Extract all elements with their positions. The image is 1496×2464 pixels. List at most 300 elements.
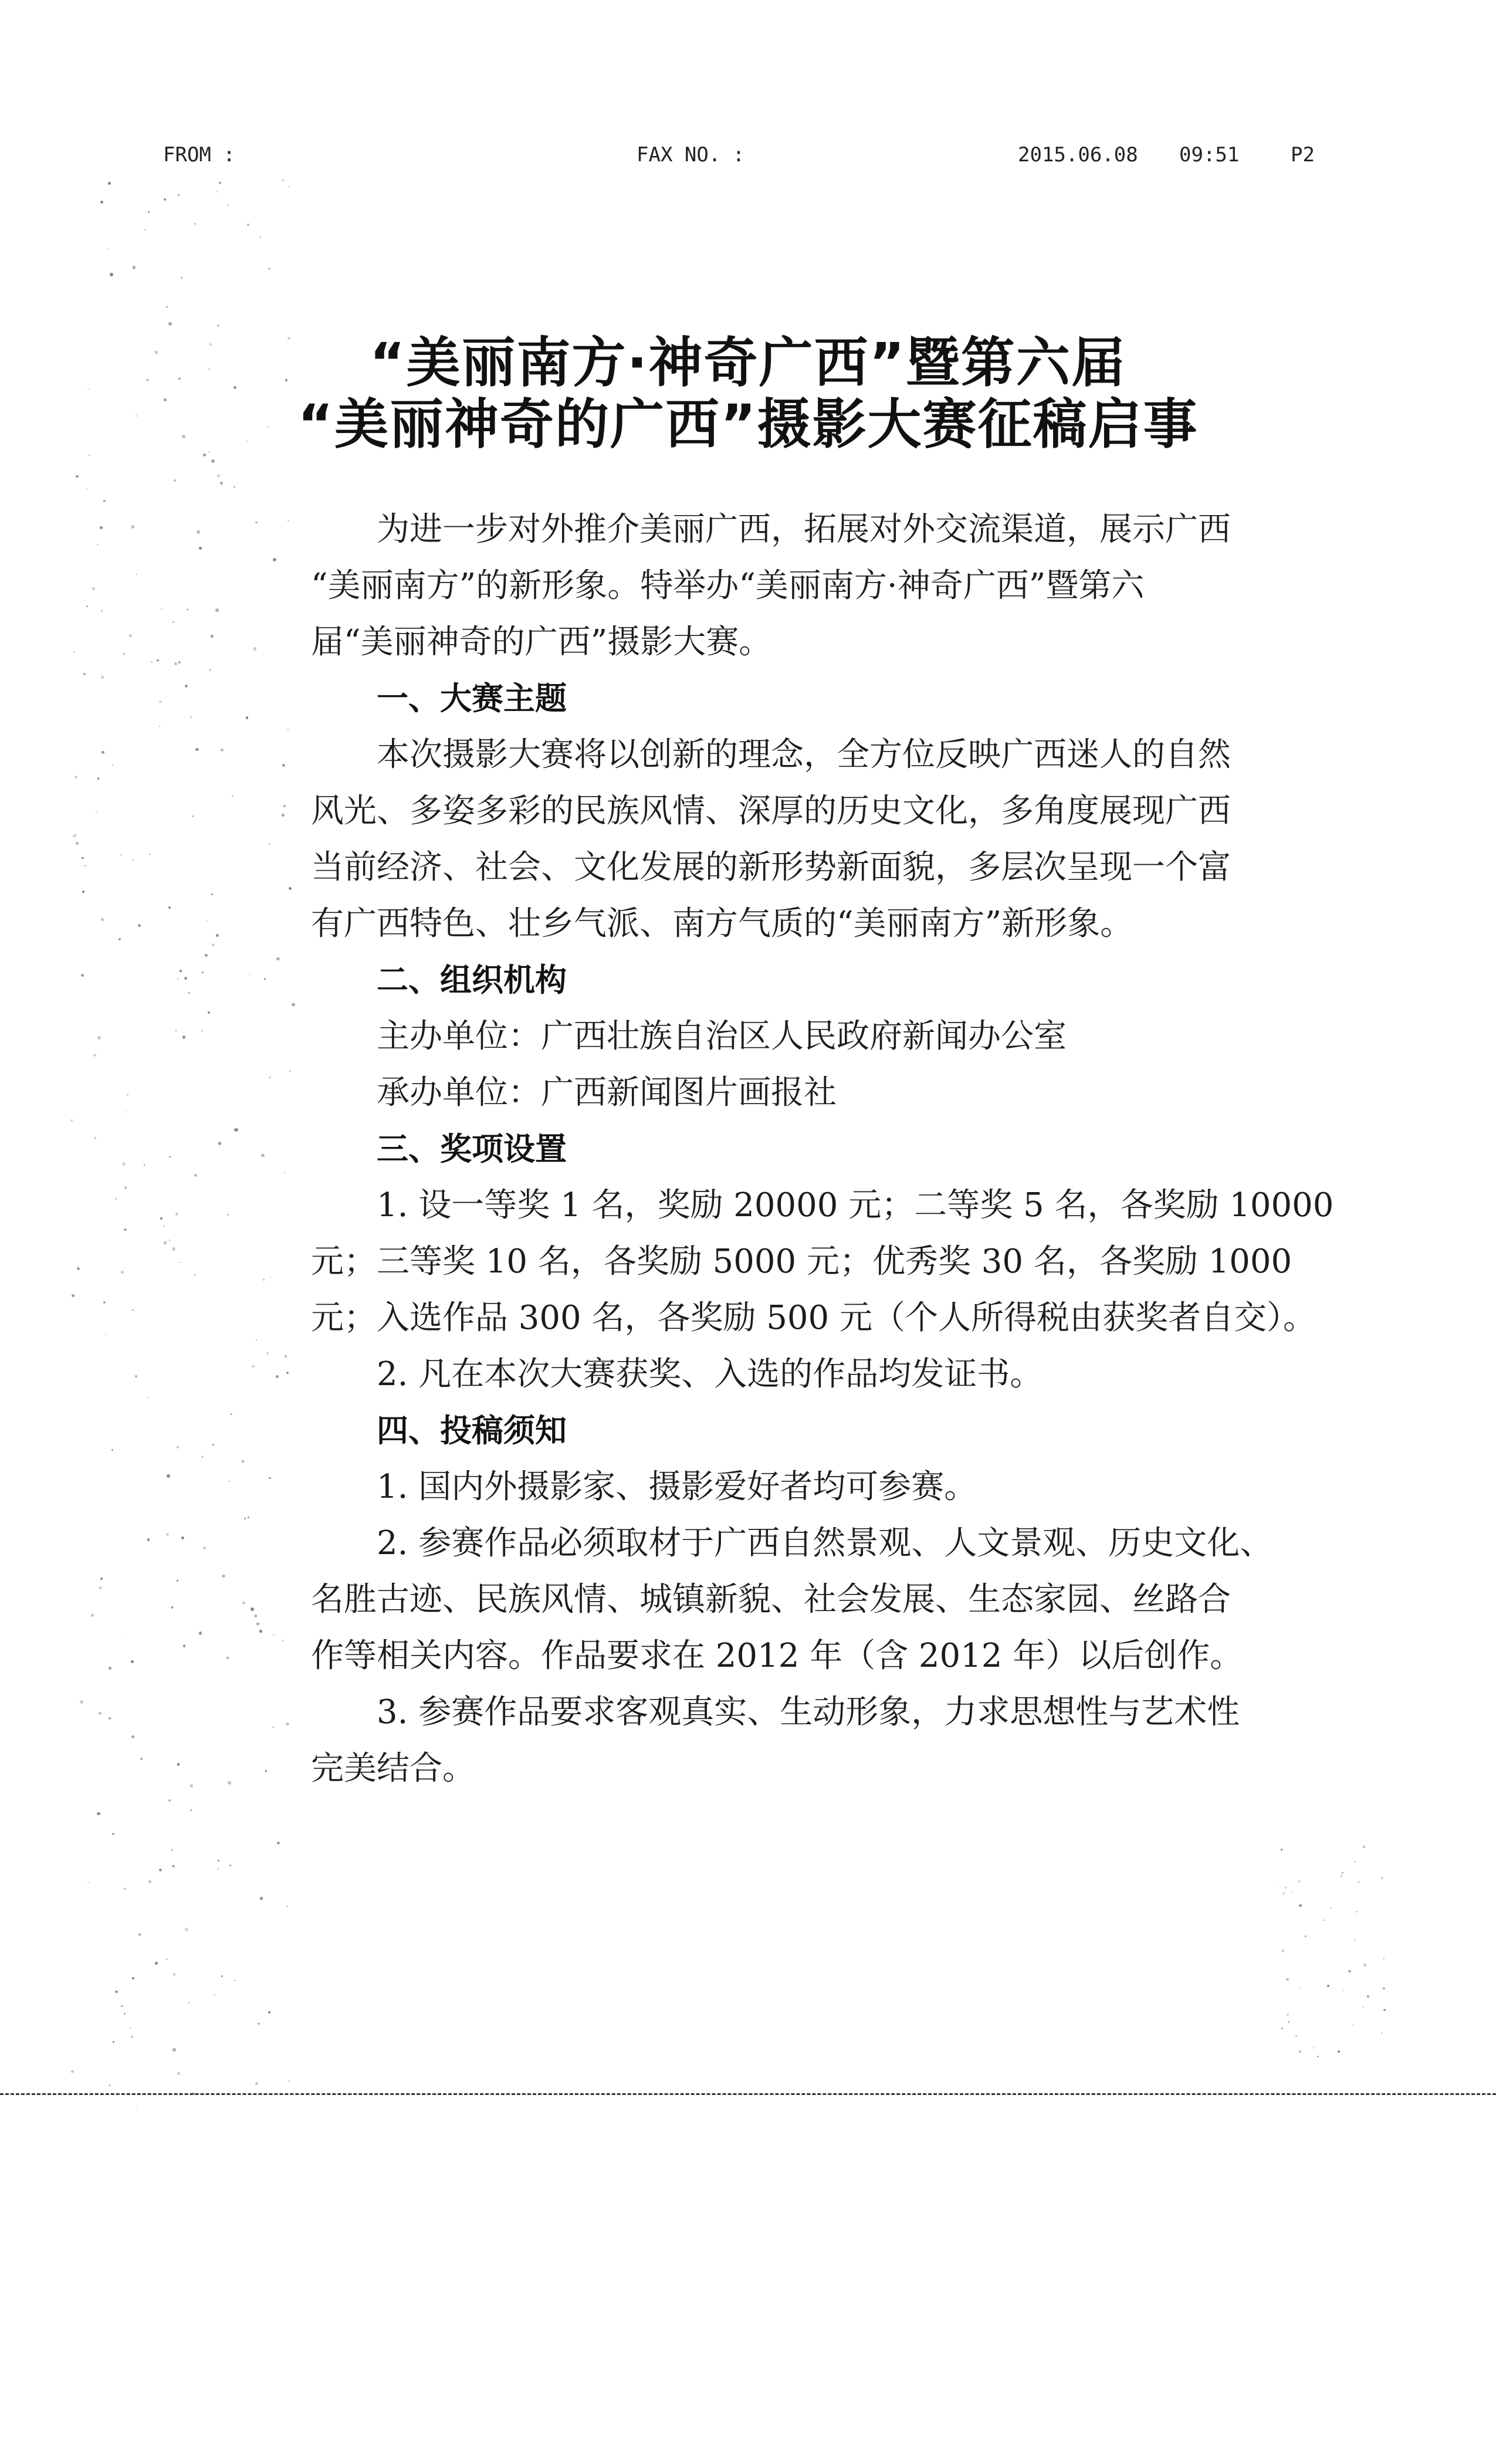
scan-speckle bbox=[148, 211, 150, 213]
scan-speckle bbox=[246, 716, 249, 719]
scan-speckle bbox=[1363, 1846, 1365, 1848]
scan-speckle bbox=[215, 608, 219, 612]
scan-speckle bbox=[144, 229, 145, 231]
paragraph-line: 本次摄影大赛将以创新的理念，全方位反映广西迷人的自然 bbox=[377, 736, 1231, 774]
scan-speckle bbox=[140, 1758, 143, 1760]
scan-speckle bbox=[177, 1446, 179, 1448]
scan-speckle bbox=[135, 1375, 137, 1377]
scan-speckle bbox=[283, 805, 286, 807]
scan-speckle bbox=[99, 1712, 102, 1715]
scan-speckle bbox=[194, 1274, 195, 1275]
scan-speckle bbox=[211, 893, 213, 895]
scan-speckle bbox=[230, 1413, 232, 1415]
scan-speckle bbox=[276, 1375, 279, 1378]
scan-speckle bbox=[168, 906, 171, 909]
scan-speckle bbox=[217, 475, 220, 478]
scan-speckle bbox=[120, 854, 122, 856]
scan-speckle bbox=[1281, 1849, 1282, 1850]
scan-speckle bbox=[175, 1030, 177, 1032]
scan-speckle bbox=[177, 979, 178, 980]
scan-speckle bbox=[93, 1054, 96, 1057]
scan-speckle bbox=[1383, 1958, 1385, 1959]
scan-speckle bbox=[229, 1864, 231, 1866]
scan-speckle bbox=[272, 1727, 273, 1728]
scan-speckle bbox=[252, 1365, 254, 1368]
scan-speckle bbox=[1298, 1880, 1301, 1883]
scan-speckle bbox=[148, 1880, 151, 1883]
scan-speckle bbox=[249, 974, 251, 975]
scan-speckle bbox=[292, 1003, 295, 1007]
scan-speckle bbox=[124, 1228, 127, 1231]
scan-speckle bbox=[220, 482, 222, 484]
scan-speckle bbox=[105, 1334, 106, 1335]
scan-speckle bbox=[259, 1630, 262, 1632]
scan-speckle bbox=[1343, 1989, 1344, 1991]
scan-speckle bbox=[157, 659, 158, 661]
document-title-line-2: “美丽神奇的广西”摄影大赛征稿启事 bbox=[297, 393, 1199, 456]
scan-speckle bbox=[164, 198, 166, 201]
scan-speckle bbox=[133, 266, 136, 269]
section-heading: 二、组织机构 bbox=[377, 962, 567, 999]
scan-speckle bbox=[183, 1644, 185, 1647]
scan-speckle bbox=[268, 268, 271, 270]
scan-speckle bbox=[159, 726, 160, 727]
scan-speckle bbox=[1281, 2028, 1283, 2029]
scan-speckle bbox=[194, 1174, 197, 1177]
scan-speckle bbox=[129, 634, 132, 637]
section-heading: 一、大赛主题 bbox=[377, 680, 567, 717]
scan-speckle bbox=[1355, 1861, 1356, 1862]
scan-speckle bbox=[286, 1722, 289, 1726]
scan-speckle bbox=[169, 1240, 170, 1241]
scan-speckle bbox=[1327, 1985, 1329, 1987]
scan-speckle bbox=[219, 182, 221, 184]
scan-speckle bbox=[1288, 2021, 1289, 2023]
scan-speckle bbox=[178, 194, 180, 196]
scan-speckle bbox=[288, 2080, 290, 2082]
scan-speckle bbox=[1338, 2050, 1340, 2053]
scan-speckle bbox=[216, 934, 219, 937]
scan-speckle bbox=[268, 2011, 270, 2013]
scan-speckle bbox=[164, 1241, 167, 1244]
scan-speckle bbox=[1363, 2006, 1364, 2008]
scan-speckle bbox=[173, 1973, 176, 1976]
scan-speckle bbox=[119, 938, 121, 941]
scan-speckle bbox=[244, 1518, 246, 1519]
scan-speckle bbox=[1353, 2024, 1354, 2025]
scan-speckle bbox=[203, 1546, 205, 1549]
paragraph-line: 元；入选作品 300 名，各奖励 500 元（个人所得税由获奖者自交）。 bbox=[311, 1299, 1316, 1337]
scan-speckle bbox=[218, 1860, 219, 1861]
scan-speckle bbox=[76, 842, 78, 844]
scan-speckle bbox=[131, 2036, 133, 2038]
paragraph-line: 风光、多姿多彩的民族风情、深厚的历史文化，多角度展现广西 bbox=[311, 792, 1231, 830]
scan-speckle bbox=[1331, 1908, 1332, 1909]
scan-speckle bbox=[94, 1137, 97, 1139]
scan-speckle bbox=[222, 1575, 225, 1578]
scan-speckle bbox=[1381, 1877, 1383, 1879]
paragraph-line: 1. 设一等奖 1 名，奖励 20000 元；二等奖 5 名，各奖励 10000 bbox=[377, 1186, 1334, 1224]
scan-speckle bbox=[177, 2072, 181, 2076]
scan-speckle bbox=[233, 386, 236, 389]
scan-speckle bbox=[1367, 1995, 1369, 1998]
scan-speckle bbox=[115, 1197, 117, 1199]
scan-speckle bbox=[289, 887, 292, 890]
scan-speckle bbox=[171, 1606, 173, 1608]
scan-speckle bbox=[121, 1271, 123, 1273]
scan-speckle bbox=[71, 2070, 73, 2073]
scan-speckle bbox=[174, 662, 177, 665]
paragraph-line: 届“美丽神奇的广西”摄影大赛。 bbox=[311, 623, 772, 661]
scan-speckle bbox=[108, 182, 111, 185]
scan-speckle bbox=[216, 191, 218, 192]
scan-speckle bbox=[163, 1225, 165, 1227]
scan-speckle bbox=[132, 859, 134, 861]
scan-speckle bbox=[168, 1799, 171, 1802]
scan-speckle bbox=[86, 605, 88, 607]
scan-speckle bbox=[1324, 1920, 1325, 1921]
scan-speckle bbox=[180, 1262, 181, 1263]
paragraph-line: 2. 凡在本次大赛获奖、入选的作品均发证书。 bbox=[377, 1355, 1043, 1393]
scan-speckle bbox=[115, 1991, 117, 1993]
scan-speckle bbox=[131, 1660, 134, 1663]
scan-speckle bbox=[144, 1164, 145, 1165]
scan-speckle bbox=[233, 486, 235, 488]
scan-speckle bbox=[96, 811, 97, 813]
scan-speckle bbox=[188, 2002, 189, 2003]
paragraph-line: 3. 参赛作品要求客观真实、生动形象，力求思想性与艺术性 bbox=[377, 1693, 1240, 1731]
paragraph-line: 名胜古迹、民族风情、城镇新貌、社会发展、生态家园、丝路合 bbox=[311, 1580, 1231, 1619]
scan-speckle bbox=[221, 1975, 223, 1977]
scan-speckle bbox=[124, 2013, 126, 2015]
scan-speckle bbox=[192, 2093, 195, 2096]
paragraph-line: “美丽南方”的新形象。特举办“美丽南方·神奇广西”暨第六 bbox=[311, 567, 1145, 605]
scan-speckle bbox=[172, 621, 174, 623]
scan-speckle bbox=[1356, 1911, 1358, 1913]
scan-speckle bbox=[228, 1781, 231, 1785]
scan-speckle bbox=[86, 489, 87, 490]
scan-speckle bbox=[92, 587, 95, 590]
scan-speckle bbox=[112, 764, 113, 766]
scan-speckle bbox=[155, 1962, 158, 1965]
page-edge-divider bbox=[0, 2093, 1496, 2095]
scan-speckle bbox=[1363, 1964, 1366, 1967]
fax-time: 09:51 bbox=[1179, 143, 1240, 167]
scan-speckle bbox=[232, 796, 233, 797]
scan-speckle bbox=[136, 2109, 137, 2110]
scan-speckle bbox=[211, 459, 215, 463]
scan-speckle bbox=[1383, 2009, 1386, 2012]
scan-speckle bbox=[75, 776, 77, 778]
scan-speckle bbox=[181, 277, 182, 279]
scan-speckle bbox=[101, 751, 104, 754]
scan-speckle bbox=[190, 1784, 193, 1787]
scan-speckle bbox=[113, 2041, 114, 2043]
scan-speckle bbox=[166, 1958, 168, 1960]
scan-speckle bbox=[285, 1172, 286, 1173]
scan-speckle bbox=[132, 1309, 134, 1311]
scan-speckle bbox=[282, 1640, 283, 1641]
scan-speckle bbox=[255, 2082, 258, 2085]
section-heading: 四、投稿须知 bbox=[377, 1412, 567, 1449]
scan-speckle bbox=[174, 479, 176, 482]
scan-speckle bbox=[190, 716, 192, 718]
scan-speckle bbox=[282, 764, 286, 767]
scan-speckle bbox=[76, 475, 79, 478]
scan-speckle bbox=[159, 700, 161, 703]
scan-speckle bbox=[192, 815, 194, 817]
scan-speckle bbox=[164, 398, 166, 401]
scan-speckle bbox=[269, 1477, 270, 1479]
scan-speckle bbox=[132, 1977, 135, 1980]
scan-speckle bbox=[172, 1865, 174, 1867]
scan-speckle bbox=[126, 1637, 127, 1638]
scan-speckle bbox=[89, 455, 90, 456]
paragraph-line: 主办单位：广西壮族自治区人民政府新闻办公室 bbox=[377, 1017, 1067, 1055]
scan-speckle bbox=[201, 1030, 202, 1031]
scan-speckle bbox=[1381, 2033, 1382, 2034]
scan-speckle bbox=[1280, 1886, 1281, 1887]
scan-speckle bbox=[1317, 2056, 1319, 2057]
scan-speckle bbox=[70, 1119, 73, 1122]
fax-date: 2015.06.08 bbox=[1018, 143, 1138, 167]
scan-speckle bbox=[255, 1615, 257, 1617]
scan-speckle bbox=[111, 1449, 113, 1451]
scan-speckle bbox=[285, 1355, 286, 1357]
scan-speckle bbox=[80, 1700, 83, 1704]
scan-speckle bbox=[126, 1111, 127, 1112]
scan-speckle bbox=[207, 920, 208, 921]
scan-speckle bbox=[1291, 1891, 1292, 1893]
scan-speckle bbox=[1282, 1949, 1284, 1952]
scan-speckle bbox=[178, 661, 181, 664]
scan-speckle bbox=[228, 1214, 229, 1215]
scan-speckle bbox=[214, 1994, 215, 1995]
scan-speckle bbox=[175, 1213, 178, 1216]
paragraph-line: 为进一步对外推介美丽广西，拓展对外交流渠道，展示广西 bbox=[377, 510, 1231, 549]
scan-speckle bbox=[229, 1481, 230, 1482]
scan-speckle bbox=[187, 609, 188, 610]
scan-speckle bbox=[1341, 1875, 1342, 1877]
scan-speckle bbox=[251, 1607, 254, 1611]
paragraph-line: 2. 参赛作品必须取材于广西自然景观、人文景观、历史文化、 bbox=[377, 1524, 1273, 1562]
scan-speckle bbox=[256, 1339, 257, 1341]
scan-speckle bbox=[185, 1928, 188, 1931]
scan-speckle bbox=[147, 1538, 150, 1541]
scan-speckle bbox=[82, 857, 83, 859]
scan-speckle bbox=[267, 426, 268, 427]
scan-speckle bbox=[221, 749, 224, 752]
scan-speckle bbox=[109, 1717, 111, 1720]
scan-speckle bbox=[123, 653, 124, 655]
scan-speckle bbox=[100, 1578, 103, 1580]
scan-speckle bbox=[263, 1278, 265, 1280]
scan-speckle bbox=[265, 1770, 268, 1772]
scan-speckle bbox=[1342, 1872, 1343, 1874]
scan-speckle bbox=[1286, 1978, 1289, 1981]
scan-speckle bbox=[211, 635, 214, 638]
fax-number: FAX NO. : bbox=[637, 143, 745, 167]
scan-speckle bbox=[194, 223, 196, 225]
scan-speckle bbox=[269, 843, 270, 845]
scan-speckle bbox=[1299, 1987, 1301, 1989]
scan-speckle bbox=[242, 1460, 244, 1463]
scan-speckle bbox=[218, 1142, 222, 1145]
scan-speckle bbox=[277, 1842, 280, 1844]
scan-speckle bbox=[228, 204, 229, 206]
scan-speckle bbox=[127, 1094, 128, 1095]
scan-speckle bbox=[289, 186, 290, 187]
paragraph-line: 作等相关内容。作品要求在 2012 年（含 2012 年）以后创作。 bbox=[311, 1637, 1243, 1675]
scan-speckle bbox=[248, 1517, 249, 1518]
scan-speckle bbox=[124, 1888, 126, 1890]
scan-speckle bbox=[226, 1657, 229, 1659]
scan-speckle bbox=[101, 610, 103, 612]
scan-speckle bbox=[199, 1632, 202, 1635]
scan-speckle bbox=[217, 1868, 219, 1870]
scan-speckle bbox=[286, 1905, 288, 1907]
scan-speckle bbox=[1313, 2046, 1315, 2048]
scan-speckle bbox=[180, 970, 182, 972]
scan-speckle bbox=[97, 777, 100, 780]
scan-speckle bbox=[287, 729, 289, 730]
scan-speckle bbox=[1305, 1935, 1307, 1937]
scan-speckle bbox=[209, 669, 212, 671]
scan-speckle bbox=[270, 1277, 271, 1278]
scan-speckle bbox=[1299, 2050, 1301, 2053]
scan-speckle bbox=[197, 530, 199, 533]
scan-speckle bbox=[203, 453, 206, 456]
scan-speckle bbox=[195, 748, 198, 751]
scan-speckle bbox=[182, 435, 185, 438]
scan-speckle bbox=[276, 957, 279, 960]
scan-speckle bbox=[1348, 1970, 1351, 1973]
scan-speckle bbox=[138, 1933, 141, 1935]
scan-speckle bbox=[1287, 2013, 1289, 2016]
scan-speckle bbox=[97, 1812, 100, 1815]
scan-speckle bbox=[77, 1267, 80, 1270]
scan-speckle bbox=[131, 1735, 134, 1738]
scan-speckle bbox=[247, 224, 249, 226]
scan-speckle bbox=[100, 201, 103, 204]
scan-speckle bbox=[108, 248, 109, 249]
scan-speckle bbox=[149, 854, 150, 855]
scan-speckle bbox=[242, 1602, 245, 1605]
scan-speckle bbox=[267, 1352, 269, 1354]
scan-speckle bbox=[130, 2028, 131, 2029]
scan-speckle bbox=[1383, 1988, 1385, 1990]
scan-speckle bbox=[188, 992, 189, 993]
scan-speckle bbox=[82, 891, 84, 893]
scan-speckle bbox=[185, 685, 188, 688]
scan-speckle bbox=[177, 1580, 178, 1582]
scan-speckle bbox=[151, 661, 153, 663]
scan-speckle bbox=[136, 574, 137, 575]
scan-speckle bbox=[110, 273, 113, 276]
scan-speckle bbox=[72, 1294, 75, 1297]
scan-speckle bbox=[124, 1186, 127, 1189]
scan-speckle bbox=[289, 1071, 290, 1072]
scan-speckle bbox=[208, 1011, 210, 1014]
fax-from: FROM : bbox=[163, 143, 235, 167]
scan-speckle bbox=[103, 500, 105, 502]
scan-speckle bbox=[99, 1586, 101, 1589]
scan-speckle bbox=[234, 1980, 235, 1981]
scan-speckle bbox=[282, 814, 285, 817]
scan-speckle bbox=[286, 1372, 289, 1374]
fax-page-number: P2 bbox=[1291, 143, 1315, 167]
scan-speckle bbox=[202, 972, 204, 973]
scan-speckle bbox=[209, 343, 212, 346]
scan-speckle bbox=[100, 526, 103, 529]
scan-speckle bbox=[84, 865, 86, 867]
scan-speckle bbox=[138, 924, 141, 928]
scan-speckle bbox=[287, 520, 289, 521]
scan-speckle bbox=[166, 306, 167, 307]
scan-speckle bbox=[131, 525, 134, 528]
scan-speckle bbox=[172, 2048, 176, 2052]
scan-speckle bbox=[181, 1536, 184, 1539]
scan-speckle bbox=[199, 547, 202, 550]
scan-speckle bbox=[155, 351, 157, 353]
scan-speckle bbox=[246, 441, 248, 442]
scan-speckle bbox=[91, 1614, 94, 1617]
scan-speckle bbox=[1295, 2035, 1297, 2037]
scan-speckle bbox=[273, 1634, 275, 1636]
scan-speckle bbox=[184, 977, 187, 980]
scan-speckle bbox=[101, 676, 104, 679]
scan-speckle bbox=[101, 918, 104, 921]
paragraph-line: 元；三等奖 10 名，各奖励 5000 元；优秀奖 30 名，各奖励 1000 bbox=[311, 1243, 1292, 1281]
scan-speckle bbox=[83, 673, 86, 675]
scan-speckle bbox=[160, 1217, 162, 1219]
scan-speckle bbox=[177, 1763, 180, 1765]
scan-speckle bbox=[255, 522, 257, 523]
section-heading: 三、奖项设置 bbox=[377, 1131, 567, 1167]
scan-speckle bbox=[171, 1849, 173, 1851]
scan-speckle bbox=[182, 1035, 186, 1039]
fax-header bbox=[0, 143, 1496, 178]
scan-speckle bbox=[201, 1456, 204, 1458]
scan-speckle bbox=[261, 1154, 264, 1157]
scan-speckle bbox=[260, 236, 261, 238]
document-body bbox=[311, 502, 1334, 1797]
scan-speckle bbox=[205, 954, 208, 957]
scan-speckle bbox=[217, 324, 219, 327]
scan-speckle bbox=[1354, 1940, 1356, 1941]
scan-speckle bbox=[166, 1533, 169, 1536]
scan-speckle bbox=[1282, 1892, 1285, 1895]
document-title-line-1: “美丽南方·神奇广西”暨第六届 bbox=[370, 331, 1126, 394]
paragraph-line: 承办单位：广西新闻图片画报社 bbox=[377, 1074, 837, 1112]
paragraph-line: 当前经济、社会、文化发展的新形势新面貌，多层次呈现一个富 bbox=[311, 848, 1231, 886]
scan-speckle bbox=[273, 558, 276, 561]
paragraph-line: 完美结合。 bbox=[311, 1749, 475, 1788]
scan-speckle bbox=[87, 388, 89, 390]
scan-speckle bbox=[1358, 1881, 1360, 1883]
scan-speckle bbox=[81, 974, 84, 977]
scan-speckle bbox=[159, 1869, 162, 1871]
paragraph-line: 有广西特色、壮乡气派、南方气质的“美丽南方”新形象。 bbox=[311, 905, 1133, 943]
scan-speckle bbox=[169, 1156, 170, 1157]
scan-speckle bbox=[167, 1474, 170, 1478]
scan-speckle bbox=[1299, 1904, 1302, 1907]
paragraph-line: 1. 国内外摄影家、摄影爱好者均可参赛。 bbox=[377, 1468, 977, 1506]
scan-speckle bbox=[121, 2005, 123, 2007]
scan-speckle bbox=[172, 1247, 175, 1251]
scan-speckle bbox=[122, 1162, 126, 1166]
scan-speckle bbox=[112, 1833, 114, 1835]
